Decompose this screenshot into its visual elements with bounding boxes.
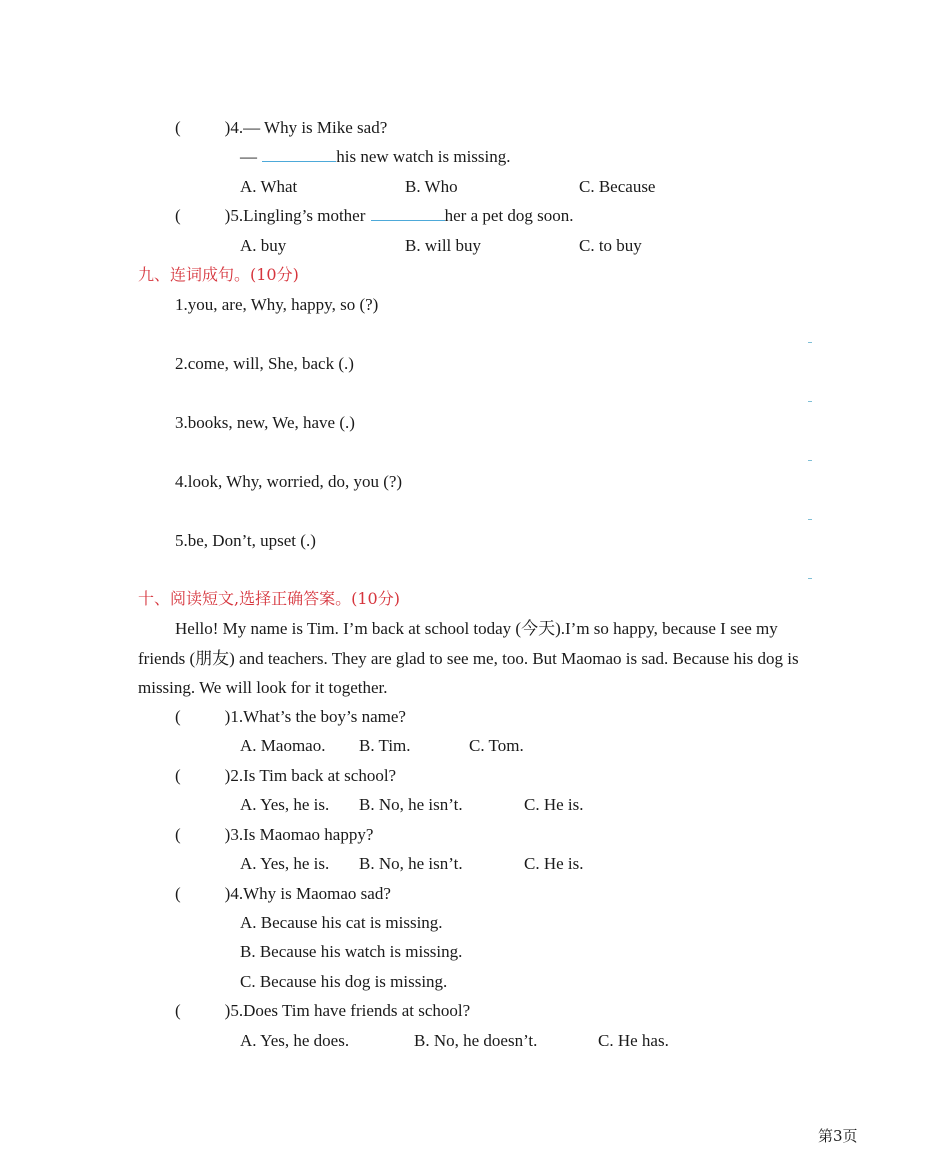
option-c[interactable]: C. He is.: [524, 854, 584, 873]
answer-paren-open[interactable]: (: [175, 118, 181, 137]
question-row: ( )5.Does Tim have friends at school?: [175, 1001, 471, 1020]
option-c[interactable]: C. to buy: [579, 236, 642, 255]
option-b[interactable]: B. Who: [405, 177, 458, 196]
option-c[interactable]: C. Because his dog is missing.: [240, 972, 448, 991]
question-line2: — his new watch is missing.: [240, 147, 511, 166]
page-number: 第3页: [818, 1127, 858, 1145]
option-a[interactable]: A. buy: [240, 236, 287, 255]
question-row: ( )2.Is Tim back at school?: [175, 766, 397, 785]
option-c[interactable]: C. Because: [579, 177, 656, 196]
word-order-item: 4.look, Why, worried, do, you (?): [175, 472, 403, 491]
answer-line[interactable]: [808, 342, 812, 343]
option-a[interactable]: A. What: [240, 177, 298, 196]
option-b[interactable]: B. will buy: [405, 236, 482, 255]
question-row: ( )4.— Why is Mike sad?: [175, 118, 388, 137]
option-b[interactable]: B. No, he isn’t.: [359, 854, 463, 873]
option-c[interactable]: C. He is.: [524, 795, 584, 814]
option-c[interactable]: C. He has.: [598, 1031, 669, 1050]
fill-blank[interactable]: [262, 147, 336, 162]
answer-line[interactable]: [808, 401, 812, 402]
option-a[interactable]: A. Maomao.: [240, 736, 326, 755]
option-a[interactable]: A. Yes, he is.: [240, 795, 330, 814]
question-row: ( )3.Is Maomao happy?: [175, 825, 374, 844]
option-b[interactable]: B. No, he doesn’t.: [414, 1031, 538, 1050]
word-order-item: 2.come, will, She, back (.): [175, 354, 354, 373]
word-order-item: 3.books, new, We, have (.): [175, 413, 355, 432]
word-order-item: 5.be, Don’t, upset (.): [175, 531, 316, 550]
option-a[interactable]: A. Because his cat is missing.: [240, 913, 443, 932]
option-a[interactable]: A. Yes, he does.: [240, 1031, 350, 1050]
option-a[interactable]: A. Yes, he is.: [240, 854, 330, 873]
fill-blank[interactable]: [371, 206, 445, 221]
option-c[interactable]: C. Tom.: [469, 736, 524, 755]
option-b[interactable]: B. Tim.: [359, 736, 411, 755]
question-row: ( )5.Lingling’s mother her a pet dog soon.: [175, 206, 574, 225]
word-order-item: 1.you, are, Why, happy, so (?): [175, 295, 379, 314]
option-b[interactable]: B. No, he isn’t.: [359, 795, 463, 814]
answer-line[interactable]: [808, 578, 812, 579]
option-b[interactable]: B. Because his watch is missing.: [240, 942, 463, 961]
answer-line[interactable]: [808, 460, 812, 461]
question-text: — Why is Mike sad?: [243, 118, 388, 137]
section-heading-10: 十、阅读短文,选择正确答案。(10分): [138, 589, 400, 608]
reading-passage: Hello! My name is Tim. I’m back at school today (今天).I’m so happy, because I see my friends (朋友) and teachers. They are glad to see me, too. But Maomao is sad. Because his dog is missing. We will look for it together.: [138, 619, 799, 697]
answer-line[interactable]: [808, 519, 812, 520]
question-row: ( )1.What’s the boy’s name?: [175, 707, 406, 726]
question-row: ( )4.Why is Maomao sad?: [175, 884, 391, 903]
section-heading-9: 九、连词成句。(10分): [138, 265, 299, 284]
